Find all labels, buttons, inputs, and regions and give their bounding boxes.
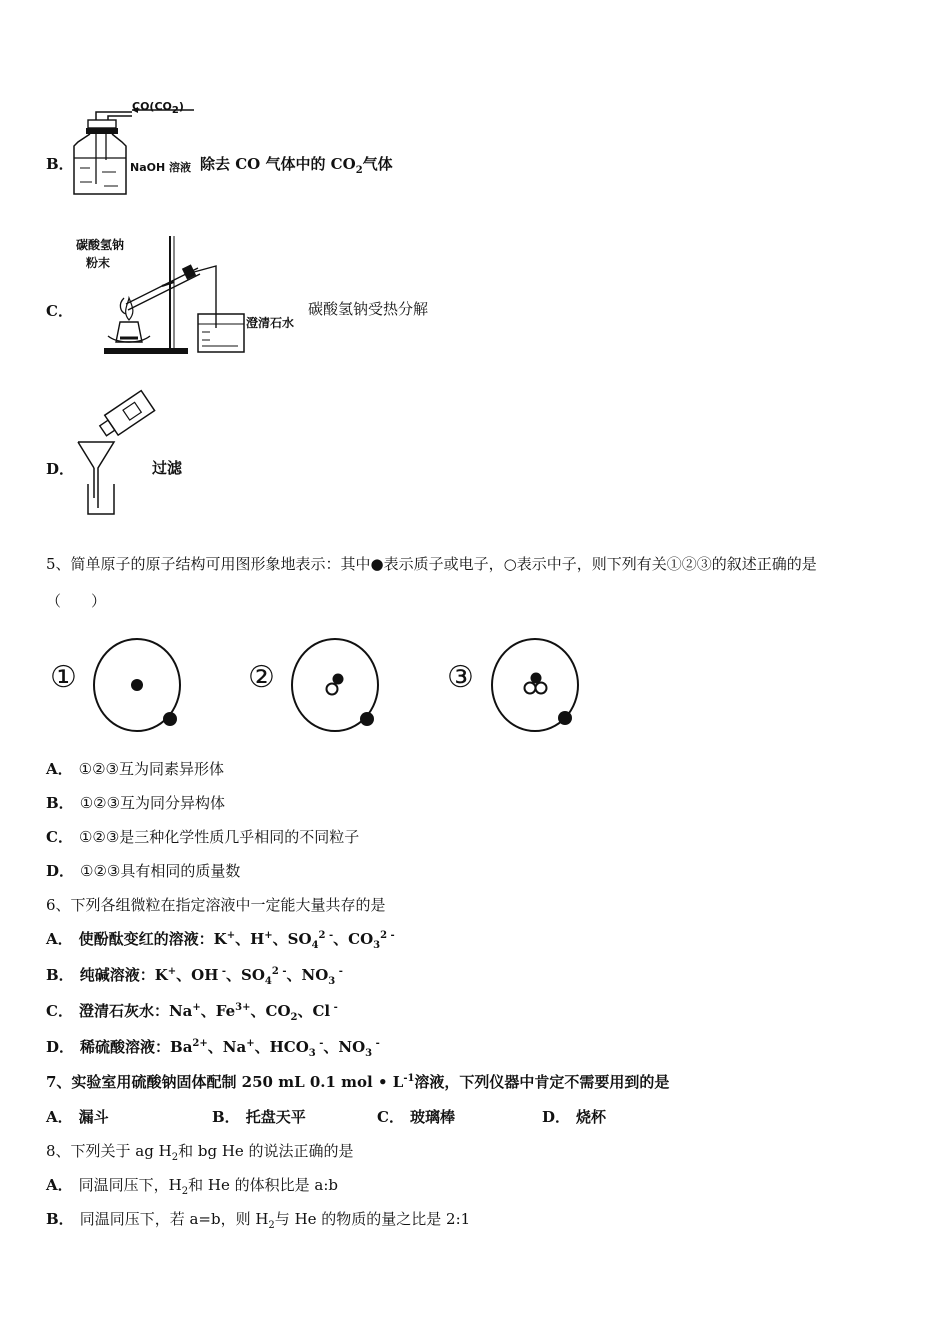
q6-option-b: B． 纯碱溶液：K+、OH -、$SO_4^{2 -}$、$NO_3$ -	[46, 966, 343, 987]
q7-stem: 7、实验室用硫酸钠固体配制 250 mL 0.1 mol • $L^{-1}$溶液，下列仪器中肯定不需要用到的是	[46, 1073, 670, 1091]
limewater-label: 澄清石水	[246, 316, 295, 330]
q5-paren: （ ）	[46, 592, 107, 610]
option-d-label: D．	[46, 460, 75, 478]
thermal-decomposition-figure	[98, 232, 258, 356]
atom-2-label: ②	[248, 660, 275, 695]
naoh-solution-label: NaOH 溶液	[130, 161, 192, 174]
option-d-text: 过滤	[152, 459, 183, 477]
powder-label-line2: 粉末	[86, 256, 111, 270]
q7-option-a: A． 漏斗	[46, 1108, 109, 1126]
powder-label-line1: 碳酸氢钠	[76, 238, 125, 252]
q6-option-a: A． 使酚酞变红的溶液：K+、H+、$SO_4^{2 -}$、$CO_3^{2 -}$	[46, 930, 395, 951]
option-b-label: B．	[46, 155, 74, 173]
atom-1-proton	[131, 679, 143, 691]
atom-2-electron	[360, 712, 374, 726]
atom-3-diagram	[490, 636, 582, 734]
atom-1-electron	[163, 712, 177, 726]
q5-stem: 5、简单原子的原子结构可用图形象地表示：其中●表示质子或电子，○表示中子，则下列有关①②③的叙述正确的是	[46, 555, 817, 573]
atom-2-proton	[333, 674, 344, 685]
q7-option-c: C． 玻璃棒	[377, 1108, 455, 1126]
atom-2-diagram	[290, 636, 382, 734]
atom-2-neutron	[327, 684, 338, 695]
q8-stem: 8、下列关于 ag $H_2$和 bg He 的说法正确的是	[46, 1142, 354, 1163]
option-c-label: C．	[46, 302, 73, 320]
option-c-text: 碳酸氢钠受热分解	[308, 300, 429, 318]
atom-3-label: ③	[447, 660, 474, 695]
atom-1-label: ①	[50, 660, 77, 695]
atom-1-diagram	[92, 636, 184, 734]
q5-option-c: C． ①②③是三种化学性质几乎相同的不同粒子	[46, 828, 360, 846]
q7-option-b: B． 托盘天平	[212, 1108, 306, 1126]
q7-option-d: D． 烧杯	[542, 1108, 607, 1126]
filtration-figure	[74, 388, 158, 518]
q5-option-b: B． ①②③互为同分异构体	[46, 794, 226, 812]
q6-option-d: D． 稀硫酸溶液：$Ba^{2+}$、Na+、$HCO_3$ -、$NO_3$ -	[46, 1038, 380, 1059]
q6-option-c: C． 澄清石灰水：Na+、$Fe^{3+}$、$CO_2$、Cl -	[46, 1002, 338, 1023]
gas-inlet-label: $CO(CO_2)$	[132, 100, 184, 117]
atom-3-electron	[558, 711, 572, 725]
q6-stem: 6、下列各组微粒在指定溶液中一定能大量共存的是	[46, 896, 386, 914]
q8-option-a: A． 同温同压下，$H_2$和 He 的体积比是 a:b	[46, 1176, 338, 1197]
atom-3-neutron-2	[536, 683, 547, 694]
q8-option-b: B． 同温同压下，若 a=b，则 $H_2$与 He 的物质的量之比是 2:1	[46, 1210, 471, 1231]
q5-option-d: D． ①②③具有相同的质量数	[46, 862, 241, 880]
option-b-text: 除去 CO 气体中的 $CO_2$气体	[200, 155, 393, 176]
q5-option-a: A． ①②③互为同素异形体	[46, 760, 224, 778]
atom-3-neutron-1	[525, 683, 536, 694]
